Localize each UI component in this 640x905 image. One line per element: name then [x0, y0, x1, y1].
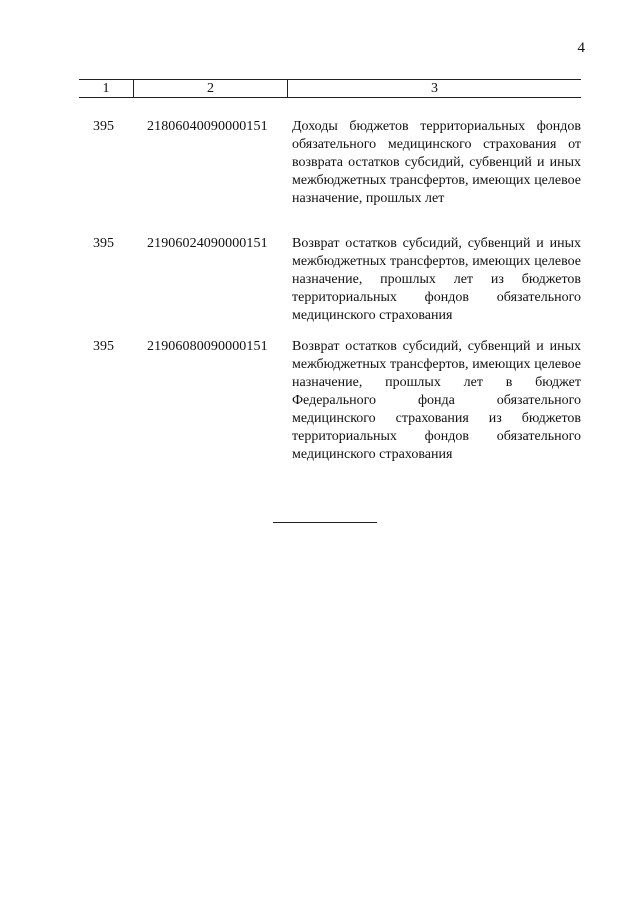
kbk-code: 21806040090000151 — [147, 119, 268, 134]
kbk-code: 21906080090000151 — [147, 339, 268, 354]
admin-code: 395 — [93, 119, 114, 134]
revenue-description: Возврат остатков субсидий, субвенций и иных межбюджетных трансфертов, имеющих целевое назначение, прошлых лет в бюджет Федерального фонда обязательного медицинского страхования из бюджетов территориальных фондов обязательного медицинского страхования — [292, 339, 581, 462]
kbk-code: 21906024090000151 — [147, 236, 268, 251]
revenue-description: Доходы бюджетов территориальных фондов обязательного медицинского страхования от возврата остатков субсидий, субвенций и иных межбюджетных трансфертов, имеющих целевое назначение, прошлых лет — [292, 119, 581, 206]
column-header-1: 1 — [79, 80, 134, 97]
column-header-3: 3 — [431, 81, 438, 96]
page-number: 4 — [577, 40, 585, 56]
revenue-description: Возврат остатков субсидий, субвенций и иных межбюджетных трансфертов, имеющих целевое назначение, прошлых лет из бюджетов территориальных фондов обязательного медицинского страхования — [292, 236, 581, 323]
column-header-2: 2 — [134, 80, 288, 97]
admin-code: 395 — [93, 236, 114, 251]
admin-code: 395 — [93, 339, 114, 354]
closing-divider — [273, 522, 377, 523]
table-header — [79, 79, 581, 98]
